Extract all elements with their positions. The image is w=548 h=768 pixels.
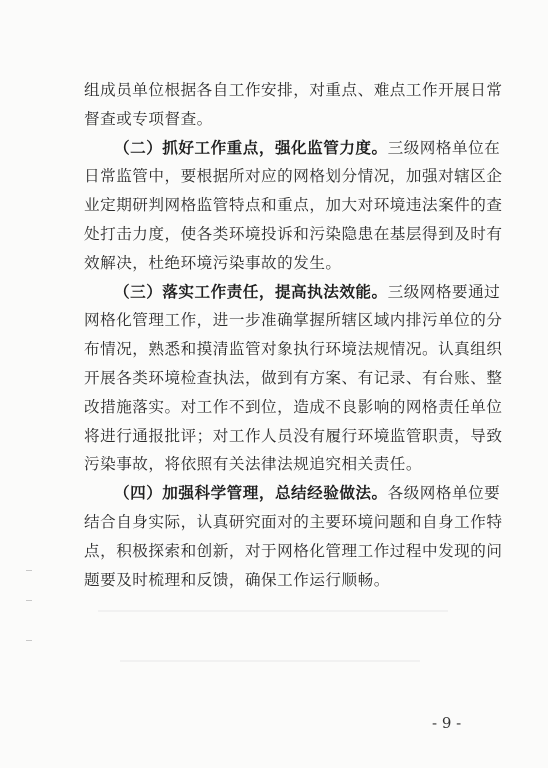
line-text: 各级网格单位要 (387, 484, 501, 503)
line-text: 点，积极探索和创新，对于网格化管理工作过程中发现的问 (84, 541, 503, 560)
text-line (84, 249, 484, 278)
scan-mark (26, 600, 32, 601)
scan-mark (26, 640, 32, 641)
line-text: 布情况，熟悉和摸清监管对象执行环境法规情况。认真组织 (84, 340, 503, 359)
section-heading: （三）落实工作责任，提高执法效能。 (114, 281, 388, 301)
line-text: 将进行通报批评；对工作人员没有履行环境监管职责，导致 (84, 426, 503, 445)
line-text: 日常监管中，要根据所对应的网格划分情况，加强对辖区企 (84, 167, 503, 186)
section-heading: （二）抓好工作重点，强化监管力度。 (114, 137, 388, 157)
text-line (84, 393, 503, 422)
page-number: - 9 - (432, 714, 462, 732)
text-line (84, 220, 503, 249)
text-line (84, 306, 503, 335)
text-line (84, 162, 503, 191)
line-text: 开展各类环境检查执法，做到有方案、有记录、有台账、整 (84, 368, 503, 387)
text-line (84, 479, 501, 508)
text-line (84, 566, 484, 595)
text-line (84, 278, 501, 307)
text-line (84, 450, 484, 479)
line-text: 结合自身实际，认真研究面对的主要环境问题和自身工作特 (84, 512, 503, 531)
scan-mark (26, 570, 32, 571)
body-text (84, 76, 503, 594)
line-text: 处打击力度，使各类环境投诉和污染隐患在基层得到及时有 (84, 224, 503, 243)
section-heading: （四）加强科学管理，总结经验做法。 (114, 483, 388, 503)
text-line (84, 422, 503, 451)
bleed-through-mark (98, 610, 448, 612)
text-line (84, 335, 503, 364)
line-text: 三级网格单位在 (387, 138, 501, 157)
line-text: 污染事故，将依照有关法律法规追究相关责任。 (84, 455, 422, 474)
bleed-through-mark (120, 660, 420, 662)
text-line (84, 508, 503, 537)
text-line (84, 537, 503, 566)
line-text: 督查或专项督查。 (84, 109, 213, 128)
text-line (84, 76, 503, 105)
text-line (84, 191, 503, 220)
line-text: 组成员单位根据各自工作安排，对重点、难点工作开展日常 (84, 81, 503, 99)
text-line (84, 134, 501, 163)
line-text: 网格化管理工作，进一步准确掌握所辖区域内排污单位的分 (84, 311, 503, 330)
line-text: 业定期研判网格监管特点和重点，加大对环境违法案件的查 (84, 196, 503, 215)
line-text: 题要及时梳理和反馈，确保工作运行顺畅。 (84, 570, 390, 589)
line-text: 改措施落实。对工作不到位，造成不良影响的网格责任单位 (84, 397, 503, 416)
text-line (84, 364, 503, 393)
line-text: 三级网格要通过 (387, 282, 501, 301)
line-text: 效解决，杜绝环境污染事故的发生。 (84, 253, 342, 272)
text-line (84, 105, 484, 134)
